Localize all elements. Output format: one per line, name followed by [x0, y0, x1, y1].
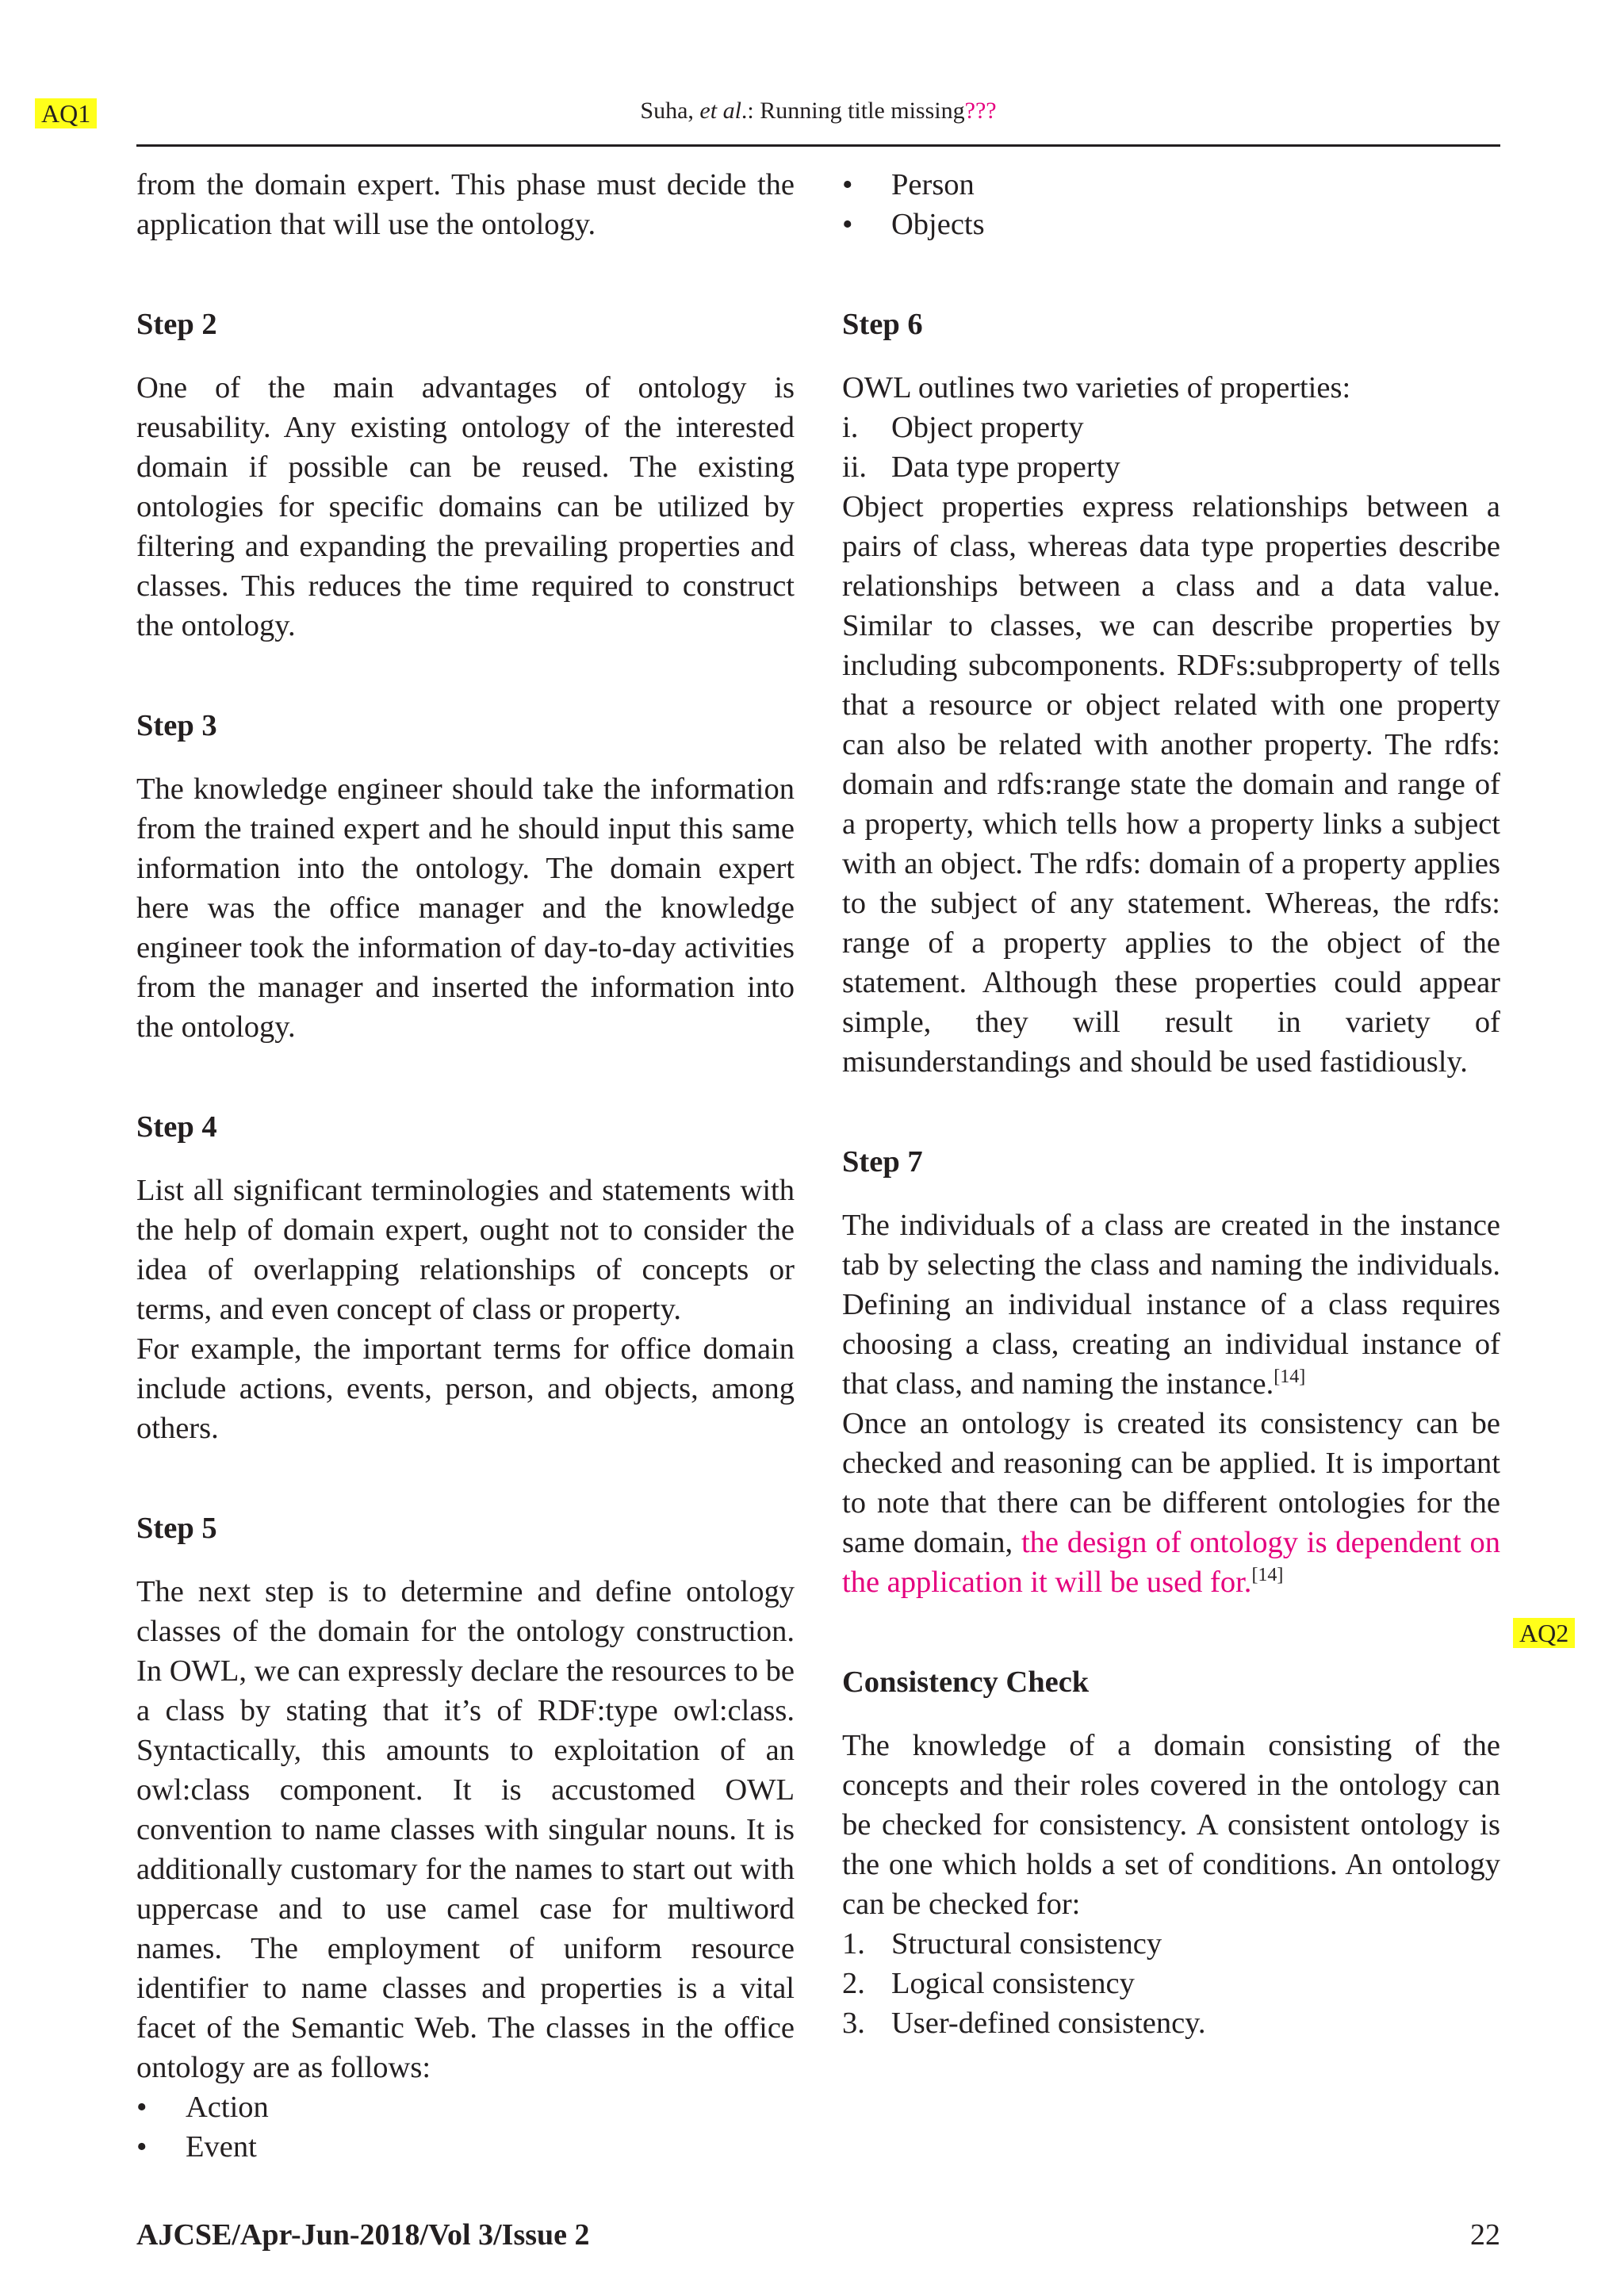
step5-paragraph: The next step is to determine and define ontology classes of the domain for the ontology construction. In OWL, we can expressly declare the resources to be a class by stating that it’s of RDF:type owl:class. Syntactically, this amounts to exploitation of an owl:class component. It is accustomed OWL convention to name classes with singular nouns. It is additionally customary for the names to start out with uppercase and to use camel case for multiword names. The employment of uniform resource identifier to name classes and properties is a vital facet of the Semantic Web. The classes in the office ontology are as follows: — [136, 1575, 795, 2084]
list-marker: i. — [842, 411, 859, 444]
step7-text: The individuals of a class are created in the instance tab by selecting the class and naming the individuals. Defining an individual instance of a class requires choosing a class, creating an individual instance of that class, and naming the instance. — [842, 1209, 1500, 1401]
bullet-marker: • — [842, 168, 853, 201]
list-item-text: Person — [891, 168, 975, 201]
list-item-text: Logical consistency — [891, 1967, 1135, 2000]
step2-heading: Step 2 — [136, 308, 217, 341]
list-item-text: Action — [186, 2091, 269, 2124]
class-list — [136, 2087, 795, 2167]
step2-paragraph: One of the main advantages of ontology is reusability. Any existing ontology of the interested domain if possible can be reused. The existing ontologies for specific domains can be utilized by filtering and expanding the prevailing properties and classes. This reduces the time required to construct the ontology. — [136, 371, 795, 642]
step7-heading: Step 7 — [842, 1145, 923, 1179]
page-number: 22 — [1470, 2218, 1500, 2252]
list-marker: 2. — [842, 1967, 865, 2000]
consistency-heading: Consistency Check — [842, 1665, 1090, 1699]
list-item — [842, 447, 1500, 487]
journal-footer: AJCSE/Apr-Jun-2018/Vol 3/Issue 2 — [136, 2218, 590, 2252]
step3-heading: Step 3 — [136, 709, 217, 742]
header-rule — [136, 144, 1500, 147]
header-et-al: et al — [699, 98, 741, 124]
author-query-label: AQ1 — [35, 98, 97, 128]
citation: [14] — [1274, 1366, 1306, 1387]
list-item — [842, 408, 1500, 447]
step5-heading: Step 5 — [136, 1512, 217, 1545]
left-column — [136, 165, 795, 2167]
highlighted-text: the design of ontology is dependent on the application it will be used for. — [842, 1526, 1500, 1599]
list-item-text: Data type property — [891, 450, 1120, 484]
intro-paragraph: from the domain expert. This phase must decide the application that will use the ontology. — [136, 168, 795, 241]
step4-example-paragraph: For example, the important terms for office domain include actions, events, person, and objects, among others. — [136, 1332, 795, 1445]
step7-paragraph-2 — [842, 1404, 1500, 1602]
header-author: Suha, — [640, 98, 700, 124]
class-list-continued — [842, 165, 1500, 244]
list-item — [842, 1924, 1500, 1964]
list-item-text: Structural consistency — [891, 1927, 1162, 1961]
author-query-label: AQ2 — [1513, 1618, 1575, 1648]
list-marker: 1. — [842, 1927, 865, 1961]
step6-heading: Step 6 — [842, 308, 923, 341]
list-item-text: Objects — [891, 208, 985, 241]
list-item-text: Object property — [891, 411, 1084, 444]
citation: [14] — [1251, 1565, 1284, 1585]
step3-paragraph: The knowledge engineer should take the information from the trained expert and he should input this same information into the ontology. The domain expert here was the office manager and the knowledge engineer took the information of day-to-day activities from the manager and inserted the information into the ontology. — [136, 772, 795, 1044]
running-header — [136, 95, 1500, 127]
right-column — [842, 165, 1500, 2043]
step7-paragraph — [842, 1205, 1500, 1404]
consistency-list — [842, 1924, 1500, 2043]
step7-text-2: Once an ontology is created its consistency can be checked and reasoning can be applied. It is important to note that there can be different ontologies for the same domain, — [842, 1407, 1500, 1559]
list-marker: ii. — [842, 450, 868, 484]
list-item-text: User-defined consistency. — [891, 2007, 1206, 2040]
list-item — [842, 165, 1500, 205]
bullet-marker: • — [136, 2091, 147, 2124]
bullet-marker: • — [136, 2130, 147, 2164]
step4-paragraph: List all significant terminologies and statements with the help of domain expert, ought not to consider the idea of overlapping relationships of concepts or terms, and even concept of class or property. — [136, 1174, 795, 1326]
list-marker: 3. — [842, 2007, 865, 2040]
list-item — [842, 2003, 1500, 2043]
list-item — [136, 2127, 795, 2167]
list-item — [136, 2087, 795, 2127]
bullet-marker: • — [842, 208, 853, 241]
property-list — [842, 408, 1500, 487]
list-item — [842, 205, 1500, 244]
step6-intro: OWL outlines two varieties of properties: — [842, 371, 1351, 404]
header-query-marks: ??? — [964, 98, 997, 124]
step4-heading: Step 4 — [136, 1110, 217, 1144]
consistency-paragraph: The knowledge of a domain consisting of the concepts and their roles covered in the ontology can be checked for consistency. A consistent ontology is the one which holds a set of conditions. An ontology can be checked for: — [842, 1729, 1500, 1921]
list-item-text: Event — [186, 2130, 257, 2164]
step6-paragraph: Object properties express relationships between a pairs of class, whereas data type properties describe relationships between a class and a data value. Similar to classes, we can describe properties by including subcomponents. RDFs:subproperty of tells that a resource or object related with one property can also be related with another property. The rdfs: domain and rdfs:range state the domain and range of a property, which tells how a property links a subject with an object. The rdfs: domain of a property applies to the subject of any statement. Whereas, the rdfs: range of a property applies to the object of the statement. Although these properties could appear simple, they will result in variety of misunderstandings and should be used fastidiously. — [842, 490, 1500, 1079]
header-title: .: Running title missing — [741, 98, 965, 124]
list-item — [842, 1964, 1500, 2003]
